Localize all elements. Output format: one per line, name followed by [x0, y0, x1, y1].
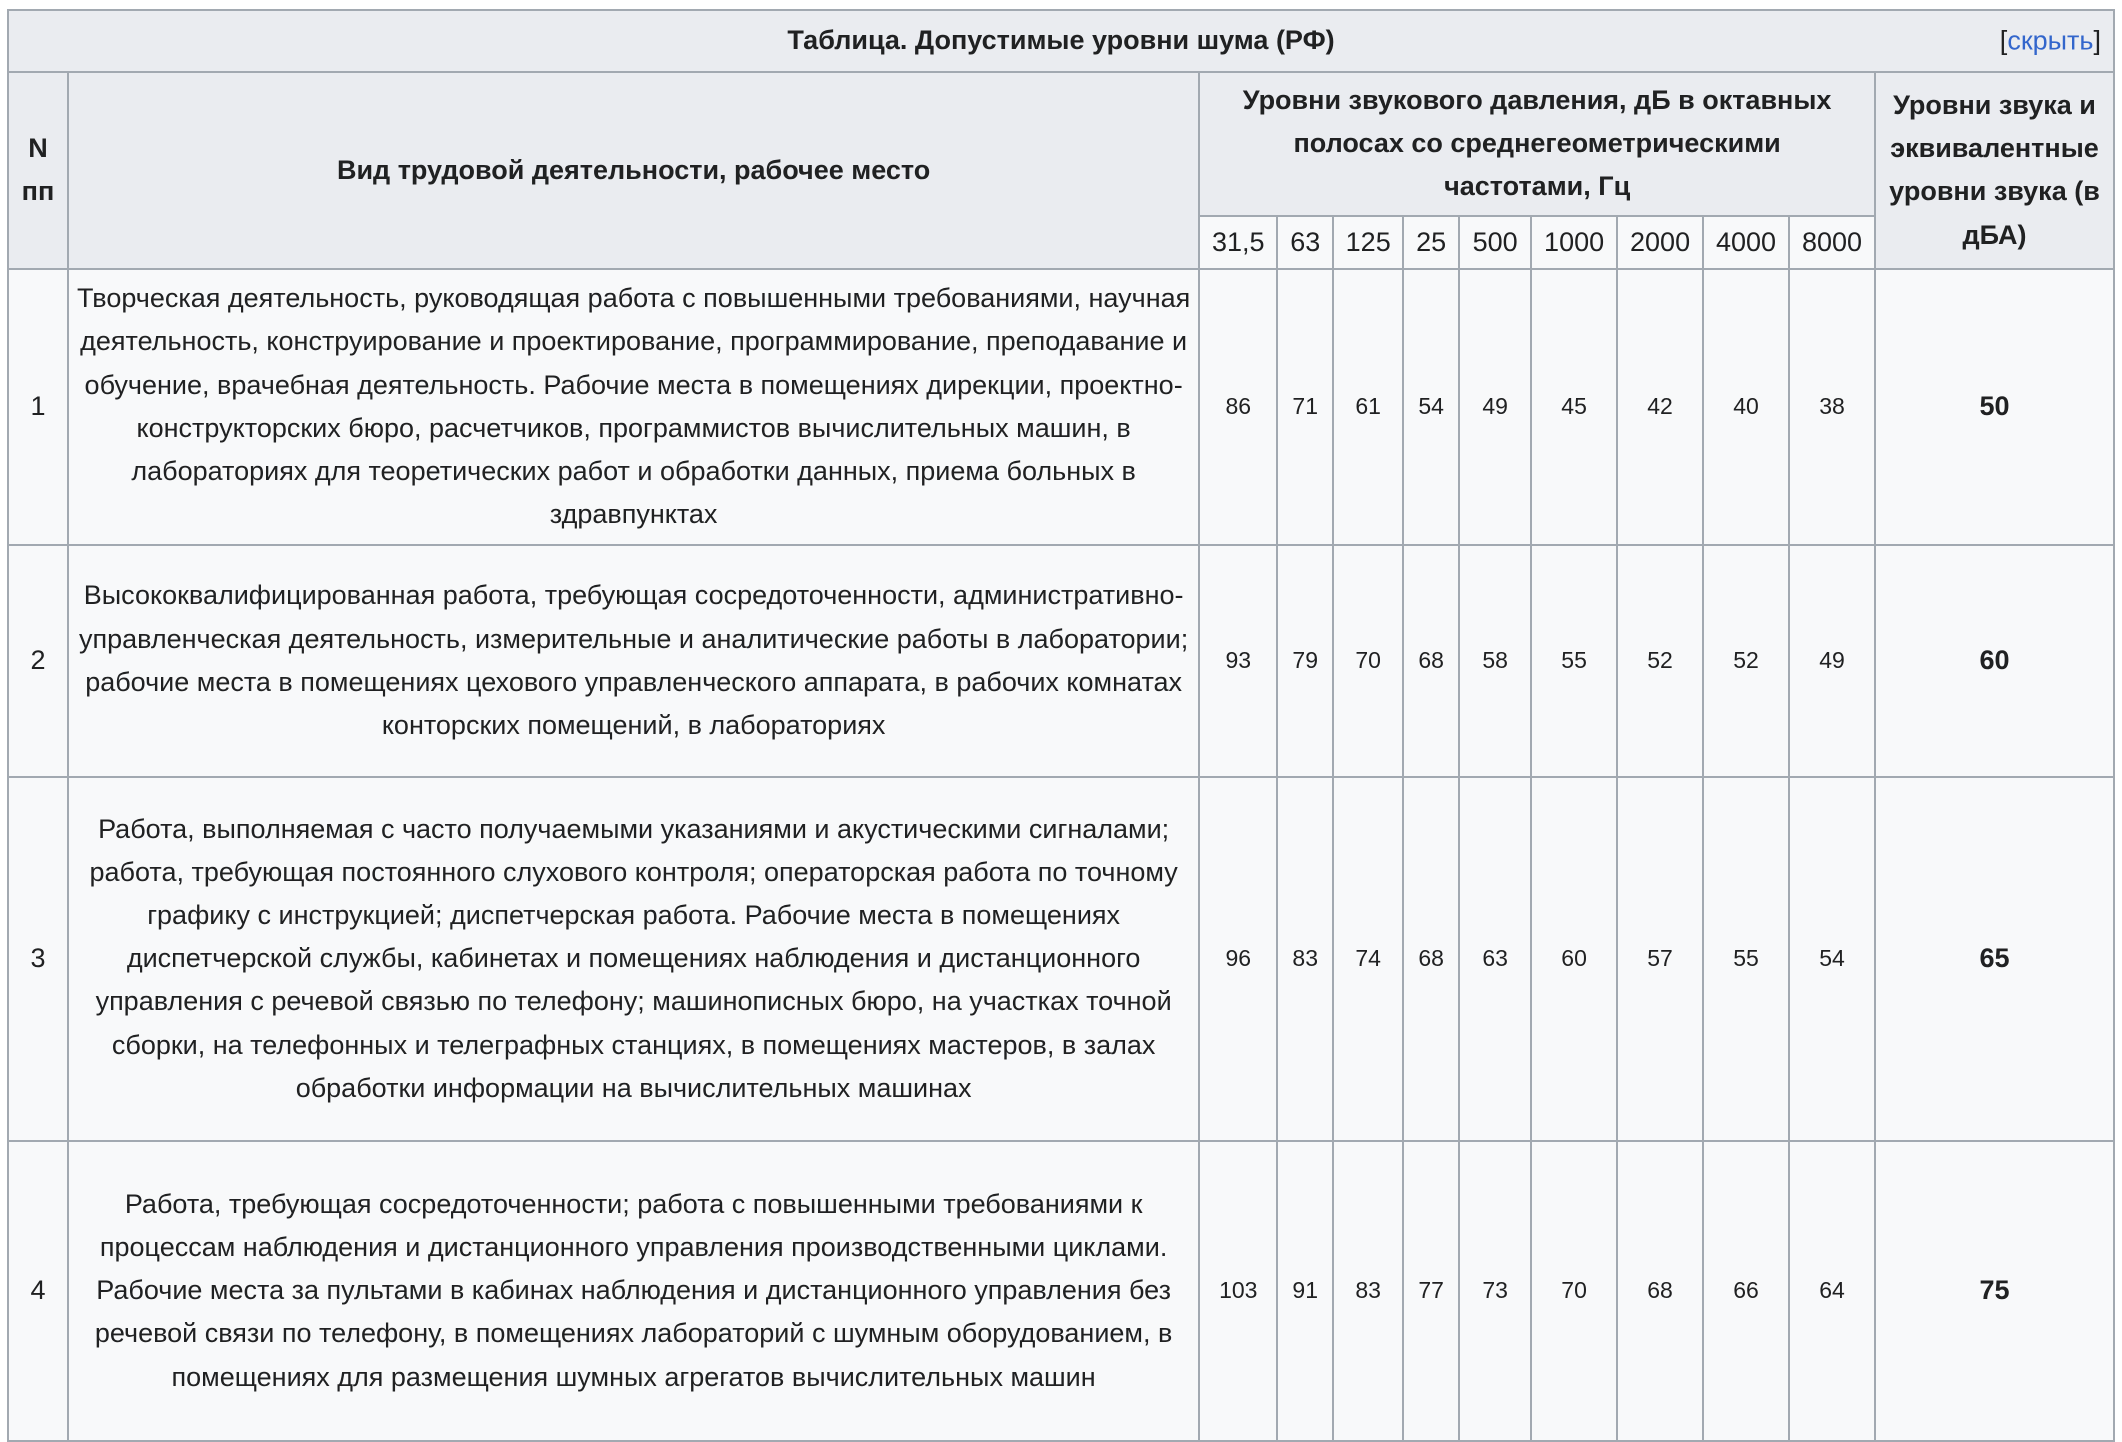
row-level-8000hz: 49 — [1789, 545, 1875, 777]
row-activity: Высококвалифицированная работа, требующая сосредоточенности, административно-управленческая деятельность, измерительные и аналитические работы в лаборатории; рабочие места в помещениях цехового управленческого аппарата, в рабочих комнатах конторских помещений, в лабораториях — [68, 545, 1199, 777]
header-total: Уровни звука и эквивалентные уровни звука (в дБА) — [1875, 72, 2114, 269]
header-frequency: 500 — [1459, 216, 1531, 269]
row-level-4000hz: 52 — [1703, 545, 1789, 777]
row-level-4000hz: 55 — [1703, 777, 1789, 1141]
row-level-25hz: 68 — [1403, 777, 1459, 1141]
row-level-8000hz: 64 — [1789, 1141, 1875, 1441]
header-octave-group — [1199, 72, 1875, 216]
row-level-4000hz: 66 — [1703, 1141, 1789, 1441]
hide-toggle — [2000, 19, 2101, 62]
row-activity: Творческая деятельность, руководящая работа с повышенными требованиями, научная деятельность, конструирование и проектирование, программирование, преподавание и обучение, врачебная деятельность. Рабочие места в помещениях дирекции, проектно-конструкторских бюро, расчетчиков, программистов вычислительных машин, в лабораториях для теоретических работ и обработки данных, приема больных в здравпунктах — [68, 269, 1199, 545]
row-level-2000hz: 52 — [1617, 545, 1703, 777]
bracket-close: ] — [2093, 25, 2101, 56]
table-body — [8, 269, 2114, 1441]
row-level-1000hz: 60 — [1531, 777, 1617, 1141]
row-level-2000hz: 42 — [1617, 269, 1703, 545]
row-level-1000hz: 45 — [1531, 269, 1617, 545]
row-level-25hz: 54 — [1403, 269, 1459, 545]
row-level-2000hz: 57 — [1617, 777, 1703, 1141]
row-level-63hz: 83 — [1277, 777, 1333, 1141]
caption-row — [8, 10, 2114, 72]
hide-link[interactable]: скрыть — [2007, 25, 2094, 56]
row-level-31-5hz: 93 — [1199, 545, 1277, 777]
row-level-4000hz: 40 — [1703, 269, 1789, 545]
header-row-1 — [8, 72, 2114, 216]
header-frequency: 125 — [1333, 216, 1403, 269]
header-frequency: 8000 — [1789, 216, 1875, 269]
bracket-open: [ — [1999, 25, 2008, 56]
header-activity: Вид трудовой деятельности, рабочее место — [68, 72, 1199, 269]
row-number: 3 — [8, 777, 68, 1141]
row-level-125hz: 83 — [1333, 1141, 1403, 1441]
row-total-dba: 75 — [1875, 1141, 2114, 1441]
row-level-25hz: 77 — [1403, 1141, 1459, 1441]
row-level-31-5hz: 103 — [1199, 1141, 1277, 1441]
header-frequency: 2000 — [1617, 216, 1703, 269]
row-level-31-5hz: 86 — [1199, 269, 1277, 545]
header-frequency: 4000 — [1703, 216, 1789, 269]
row-activity: Работа, требующая сосредоточенности; работа с повышенными требованиями к процессам наблюдения и дистанционного управления производственными циклами. Рабочие места за пультами в кабинах наблюдения и дистанционного управления без речевой связи по телефону, в помещениях лабораторий с шумным оборудованием, в помещениях для размещения шумных агрегатов вычислительных машин — [68, 1141, 1199, 1441]
row-total-dba: 50 — [1875, 269, 2114, 545]
row-level-500hz: 58 — [1459, 545, 1531, 777]
table-row — [8, 777, 2114, 1141]
header-frequency: 31,5 — [1199, 216, 1277, 269]
row-level-2000hz: 68 — [1617, 1141, 1703, 1441]
row-level-125hz: 70 — [1333, 545, 1403, 777]
header-number — [8, 72, 68, 269]
table-row — [8, 269, 2114, 545]
row-level-500hz: 73 — [1459, 1141, 1531, 1441]
caption-title: Таблица. Допустимые уровни шума (РФ) — [787, 25, 1335, 56]
row-total-dba: 65 — [1875, 777, 2114, 1141]
row-level-500hz: 49 — [1459, 269, 1531, 545]
header-frequency: 1000 — [1531, 216, 1617, 269]
row-total-dba: 60 — [1875, 545, 2114, 777]
row-level-63hz: 71 — [1277, 269, 1333, 545]
row-level-25hz: 68 — [1403, 545, 1459, 777]
header-frequency: 25 — [1403, 216, 1459, 269]
row-number: 4 — [8, 1141, 68, 1441]
noise-levels-table — [7, 9, 2115, 1442]
table-row — [8, 545, 2114, 777]
row-number: 1 — [8, 269, 68, 545]
row-level-1000hz: 70 — [1531, 1141, 1617, 1441]
row-level-63hz: 79 — [1277, 545, 1333, 777]
header-octave-label: Уровни звукового давления, дБ в октавных полосах со среднегеометрическими частотами, Гц — [1242, 85, 1832, 202]
row-activity: Работа, выполняемая с часто получаемыми указаниями и акустическими сигналами; работа, требующая постоянного слухового контроля; операторская работа по точному графику с инструкцией; диспетчерская работа. Рабочие места в помещениях диспетчерской службы, кабинетах и помещениях наблюдения и дистанционного управления с речевой связью по телефону; машинописных бюро, на участках точной сборки, на телефонных и телеграфных станциях, в помещениях мастеров, в залах обработки информации на вычислительных машинах — [68, 777, 1199, 1141]
row-level-8000hz: 54 — [1789, 777, 1875, 1141]
row-level-31-5hz: 96 — [1199, 777, 1277, 1141]
row-level-125hz: 61 — [1333, 269, 1403, 545]
row-level-63hz: 91 — [1277, 1141, 1333, 1441]
table-caption — [8, 10, 2114, 72]
row-number: 2 — [8, 545, 68, 777]
table-row — [8, 1141, 2114, 1441]
row-level-500hz: 63 — [1459, 777, 1531, 1141]
header-frequency: 63 — [1277, 216, 1333, 269]
header-number-label: N пп — [21, 133, 55, 207]
row-level-1000hz: 55 — [1531, 545, 1617, 777]
row-level-125hz: 74 — [1333, 777, 1403, 1141]
row-level-8000hz: 38 — [1789, 269, 1875, 545]
